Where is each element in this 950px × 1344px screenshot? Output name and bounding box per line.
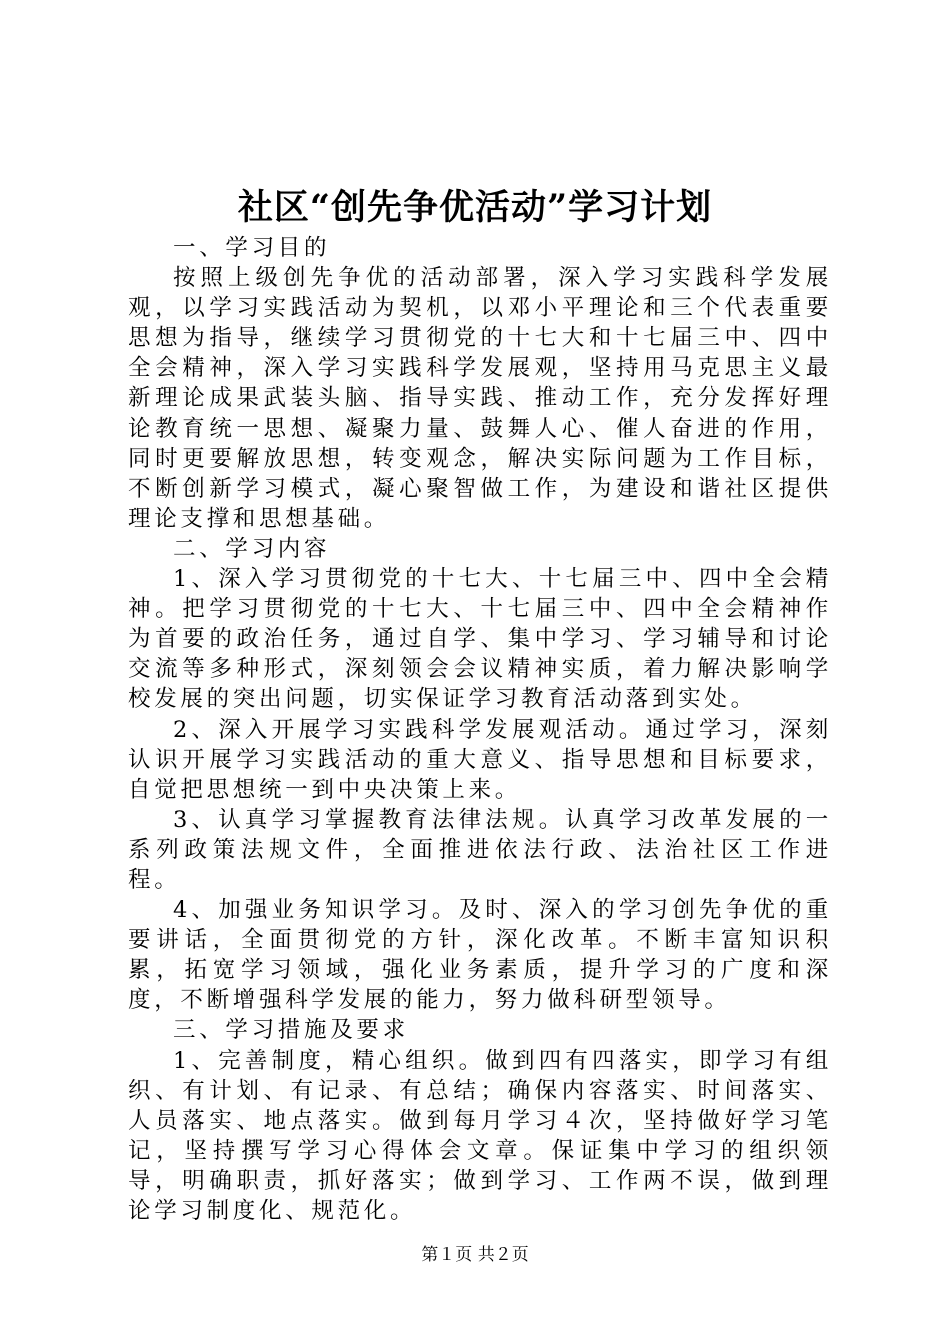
page-number: 第１页 共２页 — [421, 1245, 529, 1265]
section-heading-content: 二、学习内容 — [173, 535, 331, 562]
document-title: 社区“创先争优活动”学习计划 — [237, 187, 713, 228]
document-body — [128, 233, 832, 1226]
section-heading-purpose: 一、学习目的 — [173, 235, 331, 261]
paragraph-purpose: 按照上级创先争优的活动部署，深入学习实践科学发展观，以学习实践活动为契机，以邓小平理论和三个代表重要思想为指导，继续学习贯彻党的十七大和十七届三中、四中全会精神，深入学习实践科学发展观，坚持用马克思主义最新理论成果武装头脑、指导实践、推动工作，充分发挥好理论教育统一思想、凝聚力量、鼓舞人心、催人奋进的作用，同时更要解放思想，转变观念，解决实际问题为工作目标，不断创新学习模式，凝心聚智做工作，为建设和谐社区提供理论支撑和思想基础。 — [128, 265, 832, 532]
paragraph-content-4: 4、加强业务知识学习。及时、深入的学习创先争优的重要讲话，全面贯彻党的方针，深化改革。不断丰富知识积累，拓宽学习领域，强化业务素质，提升学习的广度和深度，不断增强科学发展的能力，努力做科研型领导。 — [128, 897, 832, 1014]
section-heading-measures: 三、学习措施及要求 — [173, 1017, 409, 1044]
paragraph-measures-1: 1、完善制度，精心组织。做到四有四落实，即学习有组织、有计划、有记录、有总结；确保内容落实、时间落实、人员落实、地点落实。做到每月学习４次，坚持做好学习笔记，坚持撰写学习心得体会文章。保证集中学习的组织领导，明确职责，抓好落实；做到学习、工作两不误，做到理论学习制度化、规范化。 — [128, 1047, 832, 1224]
paragraph-content-2: 2、深入开展学习实践科学发展观活动。通过学习，深刻认识开展学习实践活动的重大意义、指导思想和目标要求，自觉把思想统一到中央决策上来。 — [128, 716, 832, 803]
paragraph-content-1: 1、深入学习贯彻党的十七大、十七届三中、四中全会精神。把学习贯彻党的十七大、十七届三中、四中全会精神作为首要的政治任务，通过自学、集中学习、学习辅导和讨论交流等多种形式，深刻领会会议精神实质，着力解决影响学校发展的突出问题，切实保证学习教育活动落到实处。 — [128, 566, 832, 713]
paragraph-content-3: 3、认真学习掌握教育法律法规。认真学习改革发展的一系列政策法规文件，全面推进依法行政、法治社区工作进程。 — [128, 806, 832, 893]
